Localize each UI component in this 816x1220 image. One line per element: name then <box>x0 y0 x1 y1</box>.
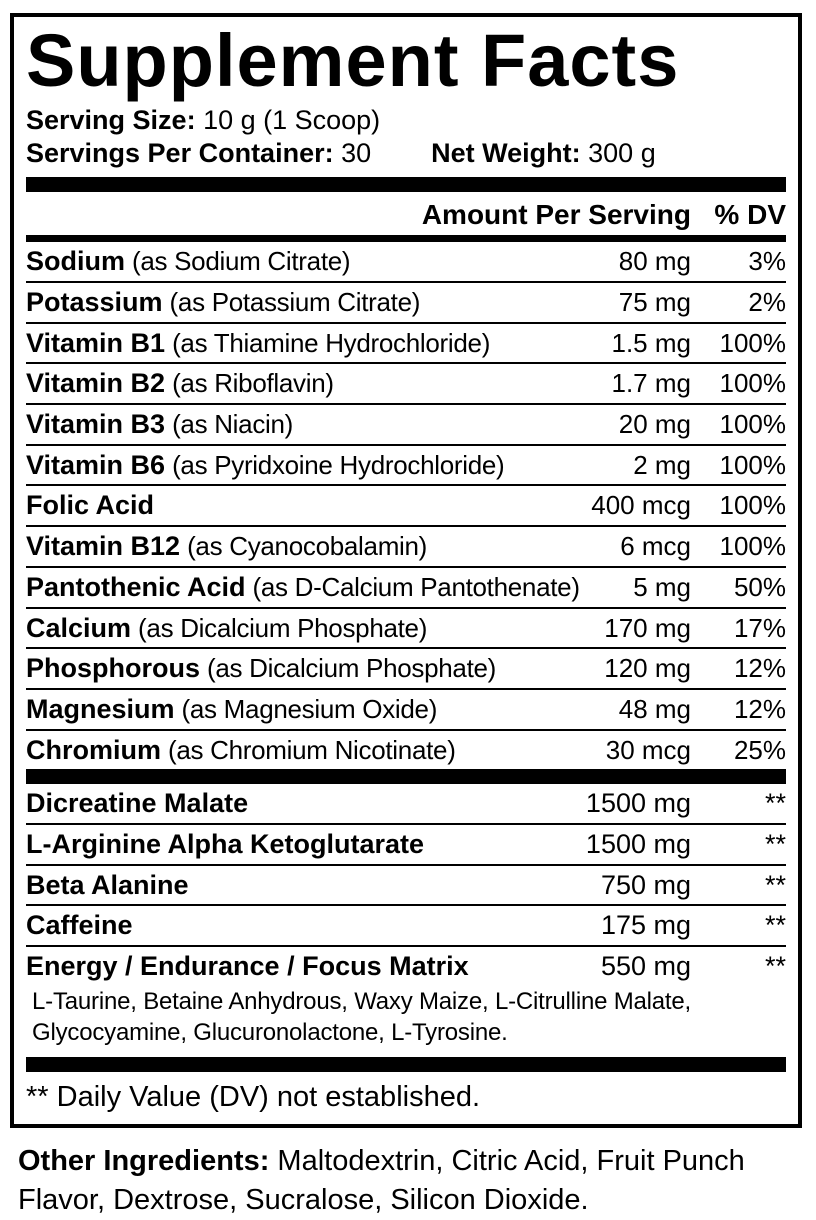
servings-per-container-label: Servings Per Container: <box>26 138 334 169</box>
nutrient-dv: 100% <box>719 531 786 562</box>
nutrient-amount: 1.5 mg <box>611 327 691 358</box>
matrix-dv: ** <box>764 951 786 982</box>
active-name: L-Arginine Alpha Ketoglutarate <box>26 828 425 859</box>
nutrient-amount: 120 mg <box>604 653 691 684</box>
nutrient-dv: 50% <box>733 571 786 602</box>
nutrient-amount: 170 mg <box>604 612 691 643</box>
nutrient-row <box>26 283 786 324</box>
net-weight <box>431 137 656 170</box>
active-dv: ** <box>764 828 786 859</box>
supplement-facts-panel <box>10 13 802 1128</box>
nutrient-row <box>26 242 786 283</box>
nutrient-amount: 6 mcg <box>620 531 691 562</box>
nutrient-row <box>26 568 786 609</box>
nutrient-name: Potassium <box>26 287 163 318</box>
divider-bar-middle <box>26 769 786 784</box>
nutrient-row <box>26 446 786 487</box>
nutrient-row <box>26 527 786 568</box>
other-ingredients-value: Maltodextrin, Citric Acid, Fruit Punch Flavor, Dextrose, Sucralose, Silicon Dioxide. <box>18 1145 745 1217</box>
matrix-name: Energy / Endurance / Focus Matrix <box>26 951 469 982</box>
nutrient-name: Sodium <box>26 246 125 277</box>
nutrient-dv: 100% <box>719 449 786 480</box>
nutrient-amount: 1.7 mg <box>611 368 691 399</box>
nutrient-dv: 25% <box>733 734 786 765</box>
nutrient-amount: 30 mcg <box>605 734 691 765</box>
active-dv: ** <box>764 910 786 941</box>
nutrient-amount: 2 mg <box>633 449 691 480</box>
nutrient-row <box>26 609 786 650</box>
nutrient-detail: (as Chromium Nicotinate) <box>168 734 456 765</box>
nutrient-name: Pantothenic Acid <box>26 571 246 602</box>
dv-footnote: ** Daily Value (DV) not established. <box>26 1081 481 1114</box>
nutrient-dv: 12% <box>733 653 786 684</box>
nutrient-name: Vitamin B2 <box>26 368 166 399</box>
nutrient-row <box>26 364 786 405</box>
nutrient-name: Magnesium <box>26 693 175 724</box>
matrix-amount: 550 mg <box>600 951 691 982</box>
percent-dv-header: % DV <box>714 199 786 231</box>
divider-bar-bottom <box>26 1057 786 1072</box>
nutrient-dv: 2% <box>748 287 786 318</box>
net-weight-label: Net Weight: <box>431 138 581 169</box>
nutrient-detail: (as Magnesium Oxide) <box>181 693 438 724</box>
nutrient-dv: 100% <box>719 327 786 358</box>
nutrient-dv: 100% <box>719 409 786 440</box>
active-amount: 1500 mg <box>585 828 691 859</box>
divider-bar-top <box>26 177 786 192</box>
nutrient-detail: (as Niacin) <box>172 409 294 440</box>
active-row <box>26 906 786 947</box>
nutrient-row <box>26 486 786 527</box>
nutrient-dv: 3% <box>748 246 786 277</box>
other-ingredients-label: Other Ingredients: <box>18 1145 270 1178</box>
nutrient-name: Phosphorous <box>26 653 200 684</box>
nutrient-detail: (as Pyridxoine Hydrochloride) <box>172 449 505 480</box>
matrix-row <box>26 947 786 986</box>
nutrient-name: Folic Acid <box>26 490 155 521</box>
matrix-sub-ingredients <box>26 986 786 1057</box>
nutrient-dv: 17% <box>733 612 786 643</box>
active-row <box>26 784 786 825</box>
table-header-row <box>26 192 786 242</box>
nutrient-amount: 5 mg <box>633 571 691 602</box>
nutrient-detail: (as Sodium Citrate) <box>132 246 351 277</box>
matrix-sub-line: Glycocyamine, Glucuronolactone, L-Tyrosine. <box>32 1019 508 1047</box>
active-row <box>26 866 786 907</box>
active-ingredients-section <box>26 784 786 1057</box>
active-name: Caffeine <box>26 910 133 941</box>
nutrient-name: Vitamin B3 <box>26 409 166 440</box>
nutrient-name: Vitamin B12 <box>26 531 181 562</box>
nutrient-name: Chromium <box>26 734 161 765</box>
nutrient-name: Calcium <box>26 612 132 643</box>
amount-per-serving-header: Amount Per Serving <box>421 199 691 231</box>
servings-per-container-value: 30 <box>333 138 372 169</box>
servings-per-container <box>26 137 371 170</box>
serving-size-label: Serving Size: <box>26 105 196 136</box>
nutrient-amount: 400 mcg <box>591 490 691 521</box>
nutrient-row <box>26 649 786 690</box>
active-amount: 750 mg <box>600 869 691 900</box>
nutrient-detail: (as D-Calcium Pantothenate) <box>252 571 580 602</box>
active-amount: 1500 mg <box>585 788 691 819</box>
nutrient-detail: (as Dicalcium Phosphate) <box>207 653 497 684</box>
nutrient-detail: (as Riboflavin) <box>172 368 334 399</box>
nutrient-dv: 100% <box>719 490 786 521</box>
servings-net-weight-line <box>26 137 786 170</box>
nutrient-amount: 20 mg <box>618 409 691 440</box>
serving-size-line <box>26 104 786 137</box>
active-name: Beta Alanine <box>26 869 189 900</box>
nutrient-amount: 48 mg <box>618 693 691 724</box>
panel-title: Supplement Facts <box>26 19 680 102</box>
nutrient-detail: (as Potassium Citrate) <box>169 287 421 318</box>
nutrient-row <box>26 690 786 731</box>
nutrient-row <box>26 405 786 446</box>
nutrient-detail: (as Dicalcium Phosphate) <box>138 612 428 643</box>
net-weight-value: 300 g <box>580 138 656 169</box>
active-row <box>26 825 786 866</box>
other-ingredients <box>18 1142 800 1220</box>
active-amount: 175 mg <box>600 910 691 941</box>
nutrient-detail: (as Cyanocobalamin) <box>187 531 428 562</box>
active-dv: ** <box>764 788 786 819</box>
serving-size-value: 10 g (1 Scoop) <box>195 105 381 136</box>
nutrient-detail: (as Thiamine Hydrochloride) <box>172 327 491 358</box>
nutrient-dv: 100% <box>719 368 786 399</box>
active-name: Dicreatine Malate <box>26 788 249 819</box>
nutrient-amount: 75 mg <box>618 287 691 318</box>
nutrient-dv: 12% <box>733 693 786 724</box>
matrix-sub-line: L-Taurine, Betaine Anhydrous, Waxy Maize, L-Citrulline Malate, <box>32 987 692 1015</box>
nutrient-amount: 80 mg <box>618 246 691 277</box>
nutrient-row <box>26 324 786 365</box>
active-dv: ** <box>764 869 786 900</box>
nutrient-name: Vitamin B6 <box>26 449 166 480</box>
nutrient-row <box>26 731 786 770</box>
nutrients-section <box>26 242 786 769</box>
nutrient-name: Vitamin B1 <box>26 327 166 358</box>
